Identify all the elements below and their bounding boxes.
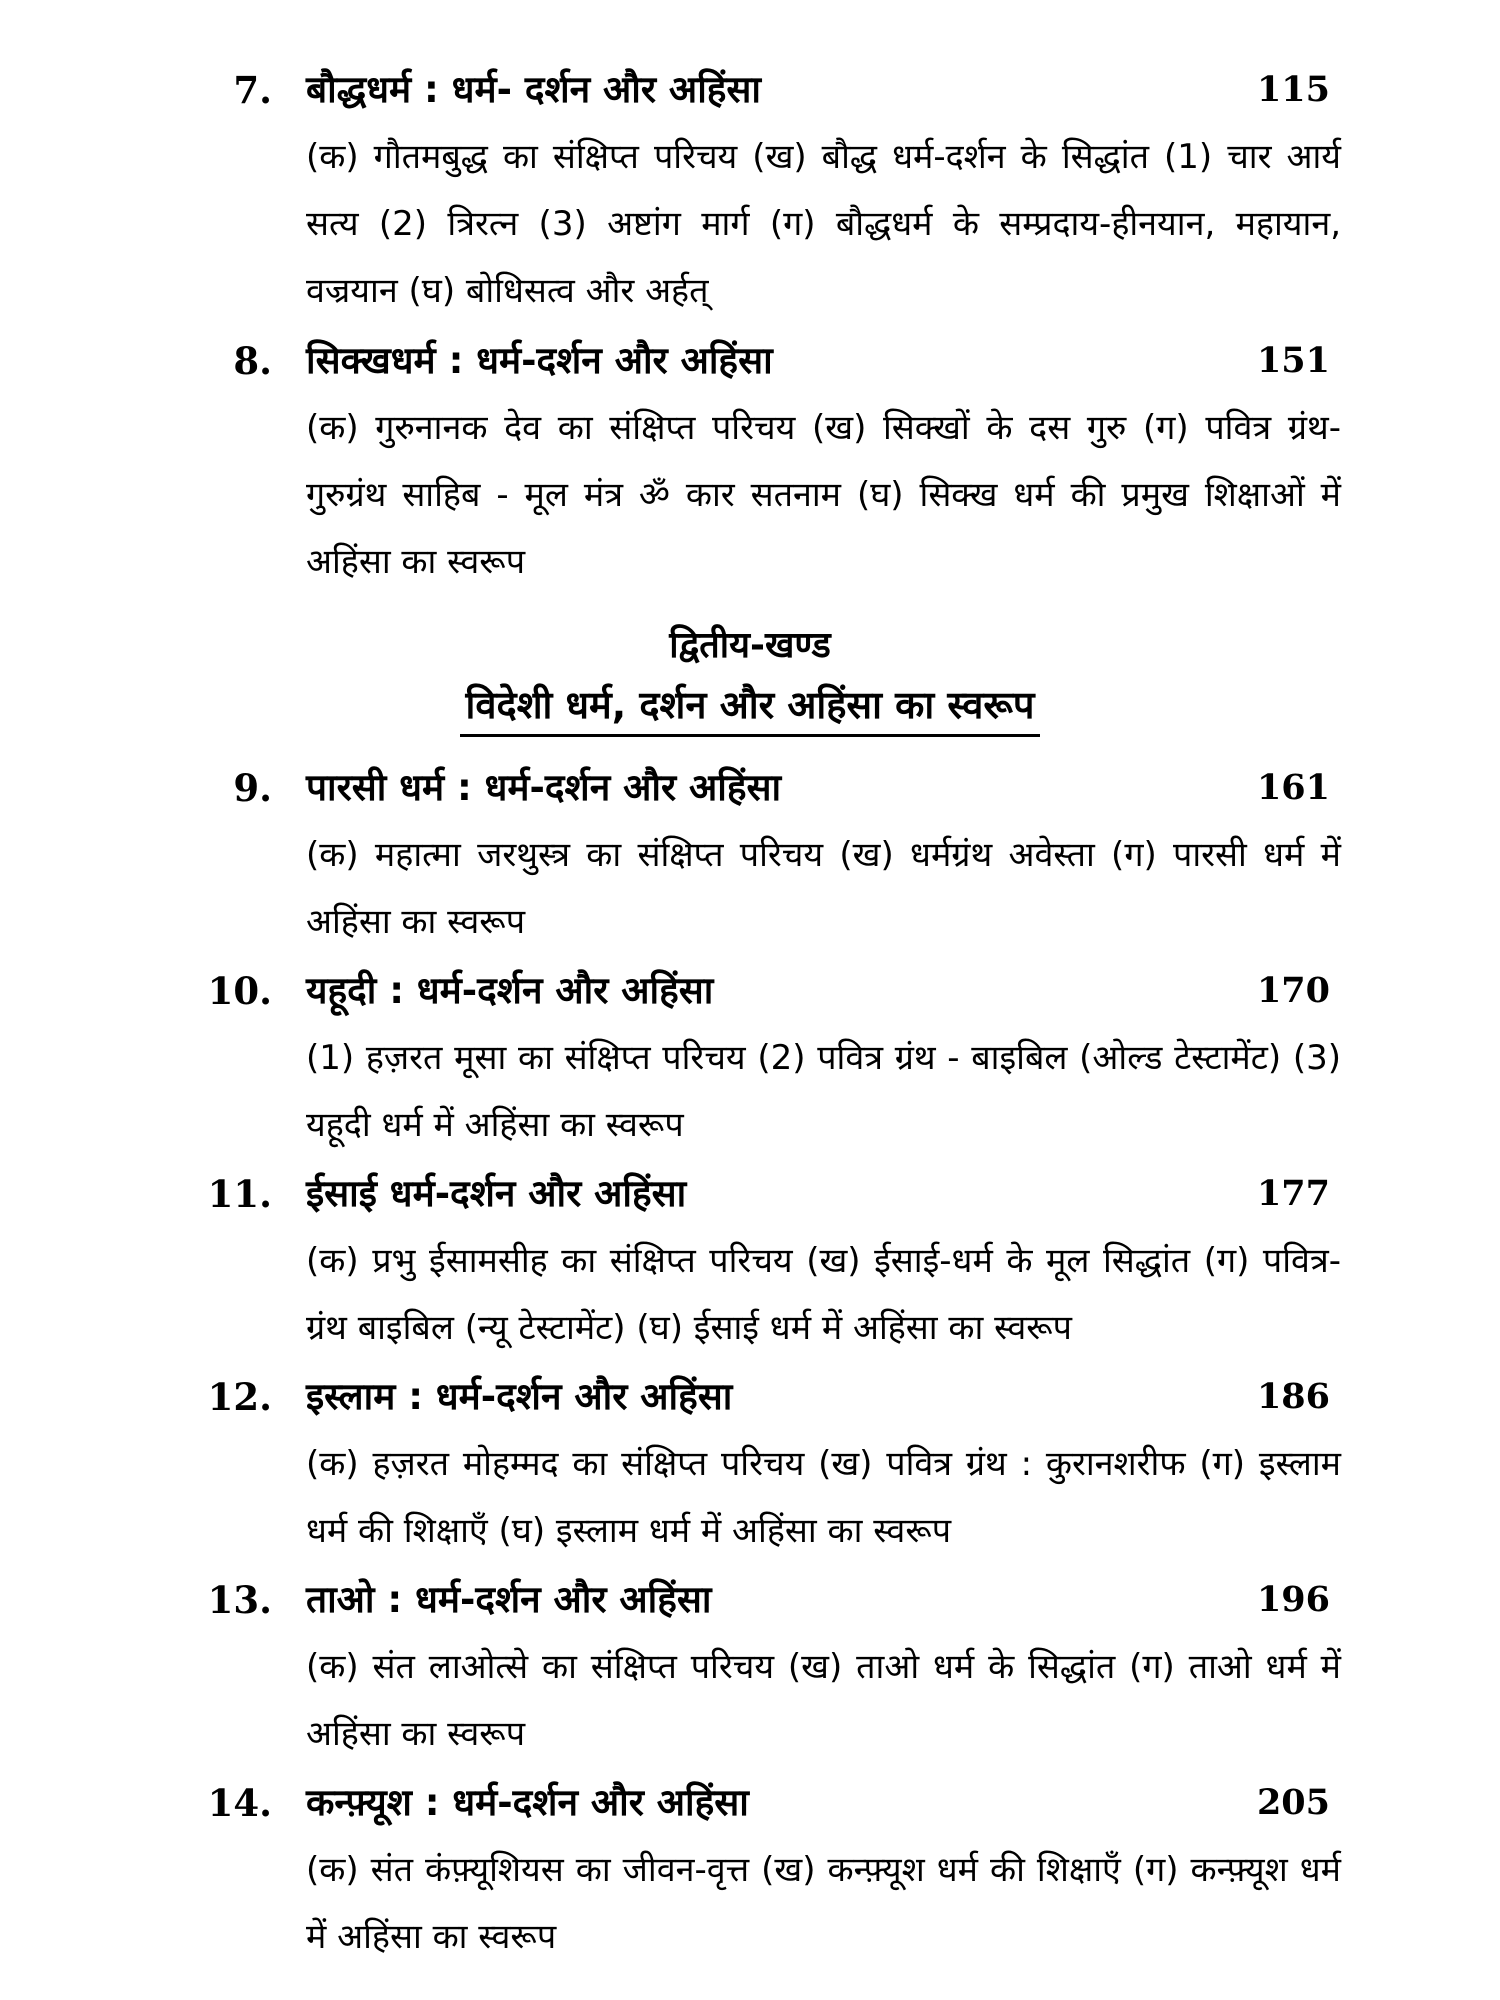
toc-entry-heading — [0, 1572, 1500, 1628]
toc-entry-heading — [0, 963, 1500, 1019]
toc-entry-heading — [0, 1369, 1500, 1425]
chapter-description: (क) संत कंफ़्यूशियस का जीवन-वृत्त (ख) कन्फ़्यूश धर्म की शिक्षाएँ (ग) कन्फ़्यूश धर्म में अहिंसा का स्वरूप — [306, 1850, 1341, 1957]
chapter-title: ताओ : धर्म-दर्शन और अहिंसा — [306, 1578, 712, 1621]
chapter-page-number: 196 — [1256, 1579, 1330, 1620]
chapter-page-number: 115 — [1256, 69, 1330, 110]
chapter-description: (क) गौतमबुद्ध का संक्षिप्त परिचय (ख) बौद्ध धर्म-दर्शन के सिद्धांत (1) चार आर्य सत्य (2) त्रिरत्न (3) अष्टांग मार्ग (ग) बौद्धधर्म के सम्प्रदाय-हीनयान, महायान, वज्रयान (घ) बोधिसत्व और अर्हत् — [306, 137, 1341, 311]
toc-entry-heading — [0, 760, 1500, 816]
chapter-description: (1) हज़रत मूसा का संक्षिप्त परिचय (2) पवित्र ग्रंथ - बाइबिल (ओल्ड टेस्टामेंट) (3) यहूदी धर्म में अहिंसा का स्वरूप — [306, 1038, 1341, 1145]
chapter-page-number: 186 — [1256, 1376, 1330, 1417]
chapter-page-number: 161 — [1256, 767, 1330, 808]
chapter-title: बौद्धधर्म : धर्म- दर्शन और अहिंसा — [306, 68, 762, 111]
chapter-description: (क) प्रभु ईसामसीह का संक्षिप्त परिचय (ख) ईसाई-धर्म के मूल सिद्धांत (ग) पवित्र-ग्रंथ बाइबिल (न्यू टेस्टामेंट) (घ) ईसाई धर्म में अहिंसा का स्वरूप — [306, 1241, 1341, 1348]
chapter-title: पारसी धर्म : धर्म-दर्शन और अहिंसा — [306, 766, 782, 809]
chapter-number: 7. — [233, 68, 272, 112]
chapter-page-number: 151 — [1256, 340, 1330, 381]
toc-entry-heading — [0, 333, 1500, 389]
chapter-number: 8. — [233, 339, 272, 383]
chapter-description: (क) महात्मा जरथुस्त्र का संक्षिप्त परिचय (ख) धर्मग्रंथ अवेस्ता (ग) पारसी धर्म में अहिंसा का स्वरूप — [306, 835, 1341, 942]
toc-entry-heading — [0, 62, 1500, 118]
section-title: विदेशी धर्म, दर्शन और अहिंसा का स्वरूप — [460, 678, 1041, 737]
chapter-page-number: 170 — [1256, 970, 1330, 1011]
chapter-page-number: 177 — [1256, 1173, 1330, 1214]
chapter-title: यहूदी : धर्म-दर्शन और अहिंसा — [306, 969, 714, 1012]
section-header — [0, 618, 1500, 737]
chapter-number: 11. — [207, 1172, 272, 1216]
chapter-number: 13. — [207, 1578, 272, 1622]
chapter-number: 14. — [207, 1781, 272, 1825]
chapter-description: (क) हज़रत मोहम्मद का संक्षिप्त परिचय (ख) पवित्र ग्रंथ : कुरानशरीफ (ग) इस्लाम धर्म की शिक्षाएँ (घ) इस्लाम धर्म में अहिंसा का स्वरूप — [306, 1444, 1341, 1551]
chapter-title: इस्लाम : धर्म-दर्शन और अहिंसा — [306, 1375, 733, 1418]
chapter-title: सिक्खधर्म : धर्म-दर्शन और अहिंसा — [306, 339, 773, 382]
chapter-title: ईसाई धर्म-दर्शन और अहिंसा — [306, 1172, 687, 1215]
toc-entry-heading — [0, 1166, 1500, 1222]
toc-entry-heading — [0, 1775, 1500, 1831]
chapter-number: 10. — [207, 969, 272, 1013]
chapter-title: कन्फ़्यूश : धर्म-दर्शन और अहिंसा — [306, 1781, 749, 1824]
chapter-description: (क) संत लाओत्से का संक्षिप्त परिचय (ख) ताओ धर्म के सिद्धांत (ग) ताओ धर्म में अहिंसा का स्वरूप — [306, 1647, 1341, 1754]
chapter-number: 12. — [207, 1375, 272, 1419]
section-label: द्वितीय-खण्ड — [669, 625, 831, 666]
chapter-number: 9. — [233, 766, 272, 810]
chapter-description: (क) गुरुनानक देव का संक्षिप्त परिचय (ख) सिक्खों के दस गुरु (ग) पवित्र ग्रंथ-गुरुग्रंथ साहिब - मूल मंत्र ॐ कार सतनाम (घ) सिक्ख धर्म की प्रमुख शिक्षाओं में अहिंसा का स्वरूप — [306, 408, 1341, 582]
chapter-page-number: 205 — [1256, 1782, 1330, 1823]
